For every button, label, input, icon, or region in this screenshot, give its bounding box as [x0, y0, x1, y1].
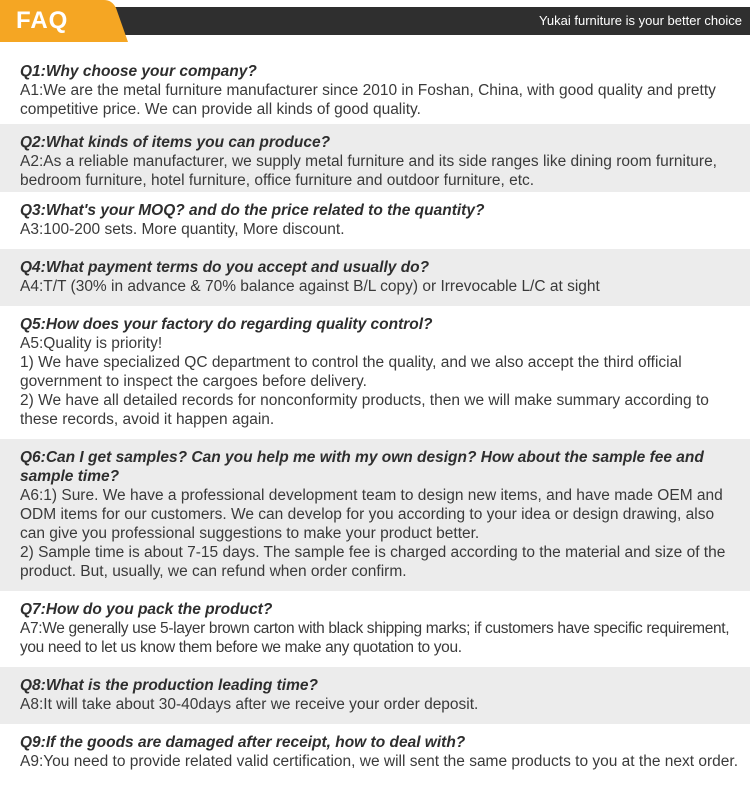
header-tagline: Yukai furniture is your better choice — [538, 13, 742, 28]
faq-title-tab — [0, 0, 140, 42]
faq-answer: 1) We have specialized QC department to control the quality, and we also accept the third official government to inspect the cargoes before delivery. — [20, 354, 687, 390]
faq-answer: A4:T/T (30% in advance & 70% balance against B/L copy) or Irrevocable L/C at sight — [20, 278, 600, 295]
faq-answer: A3:100-200 sets. More quantity, More discount. — [20, 221, 345, 238]
faq-item-9 — [0, 724, 750, 800]
faq-question: Q1:Why choose your company? — [20, 63, 257, 80]
faq-answer: A2:As a reliable manufacturer, we supply metal furniture and its side ranges like dining room furniture, bedroom furniture, hotel furniture, office furniture and outdoor furniture, etc. — [20, 153, 722, 189]
faq-question: Q8:What is the production leading time? — [20, 677, 318, 694]
faq-answer: A6:1) Sure. We have a professional development team to design new items, and have made OEM and ODM items for our customers. We can develop for you according to your idea or design drawing, also can give you professional suggestions to make your product better. — [20, 487, 728, 542]
faq-answer: 2) Sample time is about 7-15 days. The sample fee is charged according to the material and size of the product. But, usually, we can refund when order confirm. — [20, 544, 730, 580]
faq-item-7 — [0, 591, 750, 667]
faq-item-4 — [0, 249, 750, 306]
faq-item-1 — [0, 56, 750, 122]
faq-question: Q7:How do you pack the product? — [20, 601, 273, 618]
faq-answer: A7:We generally use 5-layer brown carton with black shipping marks; if customers have specific requirement, you need to let us know them before we make any quotation to you. — [20, 620, 734, 656]
faq-item-3 — [0, 192, 750, 249]
faq-question: Q6:Can I get samples? Can you help me with my own design? How about the sample fee and sample time? — [20, 449, 709, 485]
faq-header — [0, 0, 750, 42]
faq-item-8 — [0, 667, 750, 724]
faq-answer: 2) We have all detailed records for nonconformity products, then we will make summary according to these records, avoid it happen again. — [20, 392, 714, 428]
faq-item-2 — [0, 124, 750, 192]
faq-question: Q3:What's your MOQ? and do the price related to the quantity? — [20, 202, 485, 219]
faq-question: Q5:How does your factory do regarding quality control? — [20, 316, 433, 333]
faq-question: Q9:If the goods are damaged after receipt, how to deal with? — [20, 734, 466, 751]
faq-answer: A8:It will take about 30-40days after we receive your order deposit. — [20, 696, 479, 713]
faq-question: Q2:What kinds of items you can produce? — [20, 134, 331, 151]
faq-item-5 — [0, 306, 750, 439]
faq-answer: A1:We are the metal furniture manufacturer since 2010 in Foshan, China, with good quality and pretty competitive price. We can provide all kinds of good quality. — [20, 82, 721, 118]
faq-question: Q4:What payment terms do you accept and usually do? — [20, 259, 430, 276]
faq-answer: A9:You need to provide related valid certification, we will sent the same products to you at the next order. — [20, 753, 739, 770]
page-title: FAQ — [16, 7, 69, 34]
faq-answer: A5:Quality is priority! — [20, 335, 163, 352]
faq-item-6 — [0, 439, 750, 591]
